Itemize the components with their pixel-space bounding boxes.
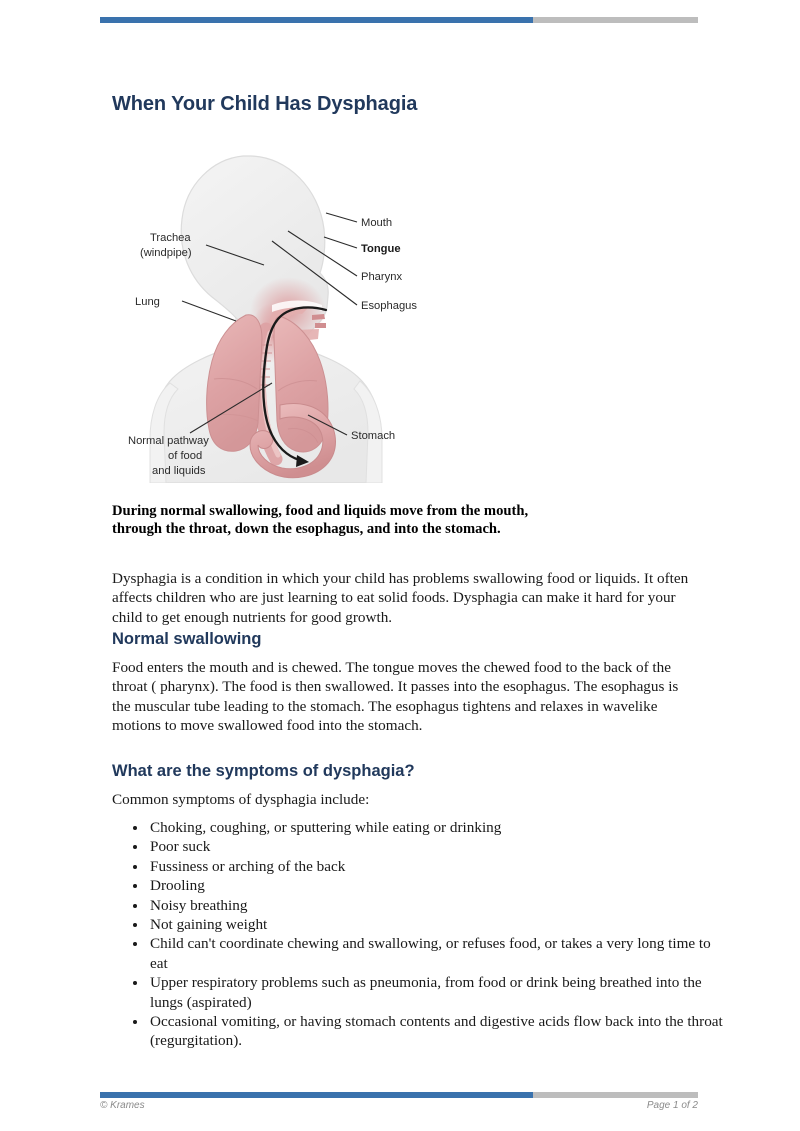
list-item: • Poor suck — [148, 837, 732, 856]
section-heading-normal-swallowing: Normal swallowing — [112, 630, 262, 648]
figure-label-esophagus: Esophagus — [361, 300, 417, 312]
header-rule-blue-segment — [100, 17, 533, 23]
figure-label-stomach: Stomach — [351, 430, 396, 442]
intro-paragraph: Dysphagia is a condition in which your child has problems swallowing food or liquids. It often affects children who are just learning to eat solid foods. Dysphagia can make it hard for your child to get enough nutrients for good growth. — [112, 570, 689, 626]
normal-swallowing-paragraph: Food enters the mouth and is chewed. The tongue moves the chewed food to the back of the throat ( pharynx). The food is then swallowed. It passes into the esophagus. The esophagus is the muscular tube leading to the stomach. The esophagus tightens and relaxes in wavelike motions to move swallowed food into the stomach. — [112, 659, 679, 735]
footer-page-indicator: Page 1 of 2 — [646, 1100, 698, 1111]
figure-label-pharynx: Pharynx — [361, 271, 403, 283]
list-item: • Not gaining weight — [148, 915, 732, 934]
figure-label-pathway-2: of food — [168, 450, 203, 462]
figure-label-mouth: Mouth — [361, 217, 393, 229]
list-item: • Fussiness or arching of the back — [148, 857, 732, 876]
figure-label-tongue: Tongue — [361, 243, 401, 255]
list-item: • Drooling — [148, 876, 732, 895]
list-item: • Child can't coordinate chewing and swallowing, or refuses food, or takes a very long time to eat — [148, 934, 732, 973]
footer-rule-blue-segment — [100, 1092, 533, 1098]
list-item: • Choking, coughing, or sputtering while eating or drinking — [148, 818, 732, 837]
section-heading-symptoms: What are the symptoms of dysphagia? — [112, 762, 415, 780]
footer-rule-gray-segment — [533, 1092, 698, 1098]
page-footer — [100, 1100, 698, 1111]
figure-label-lung: Lung — [135, 296, 160, 308]
figure-label-pathway-1: Normal pathway — [128, 435, 209, 447]
header-rule-gray-segment — [533, 17, 698, 23]
footer-rule — [100, 1092, 698, 1098]
symptoms-lead-in: Common symptoms of dysphagia include: — [112, 791, 370, 808]
header-rule — [100, 17, 698, 23]
figure-label-windpipe: (windpipe) — [140, 247, 192, 259]
page-title: When Your Child Has Dysphagia — [112, 93, 418, 115]
footer-copyright: © Krames — [100, 1100, 145, 1111]
symptom-list — [112, 818, 732, 1051]
list-item: • Upper respiratory problems such as pneumonia, from food or drink being breathed into the lungs (aspirated) — [148, 973, 732, 1012]
figure-label-pathway-3: and liquids — [152, 465, 206, 477]
figure-label-trachea: Trachea — [150, 232, 191, 244]
list-item: • Occasional vomiting, or having stomach contents and digestive acids flow back into the throat (regurgitation). — [148, 1012, 732, 1051]
anatomy-diagram — [112, 133, 472, 483]
figure-caption: During normal swallowing, food and liquids move from the mouth, through the throat, down the esophagus, and into the stomach. — [112, 503, 529, 538]
list-item: • Noisy breathing — [148, 896, 732, 915]
